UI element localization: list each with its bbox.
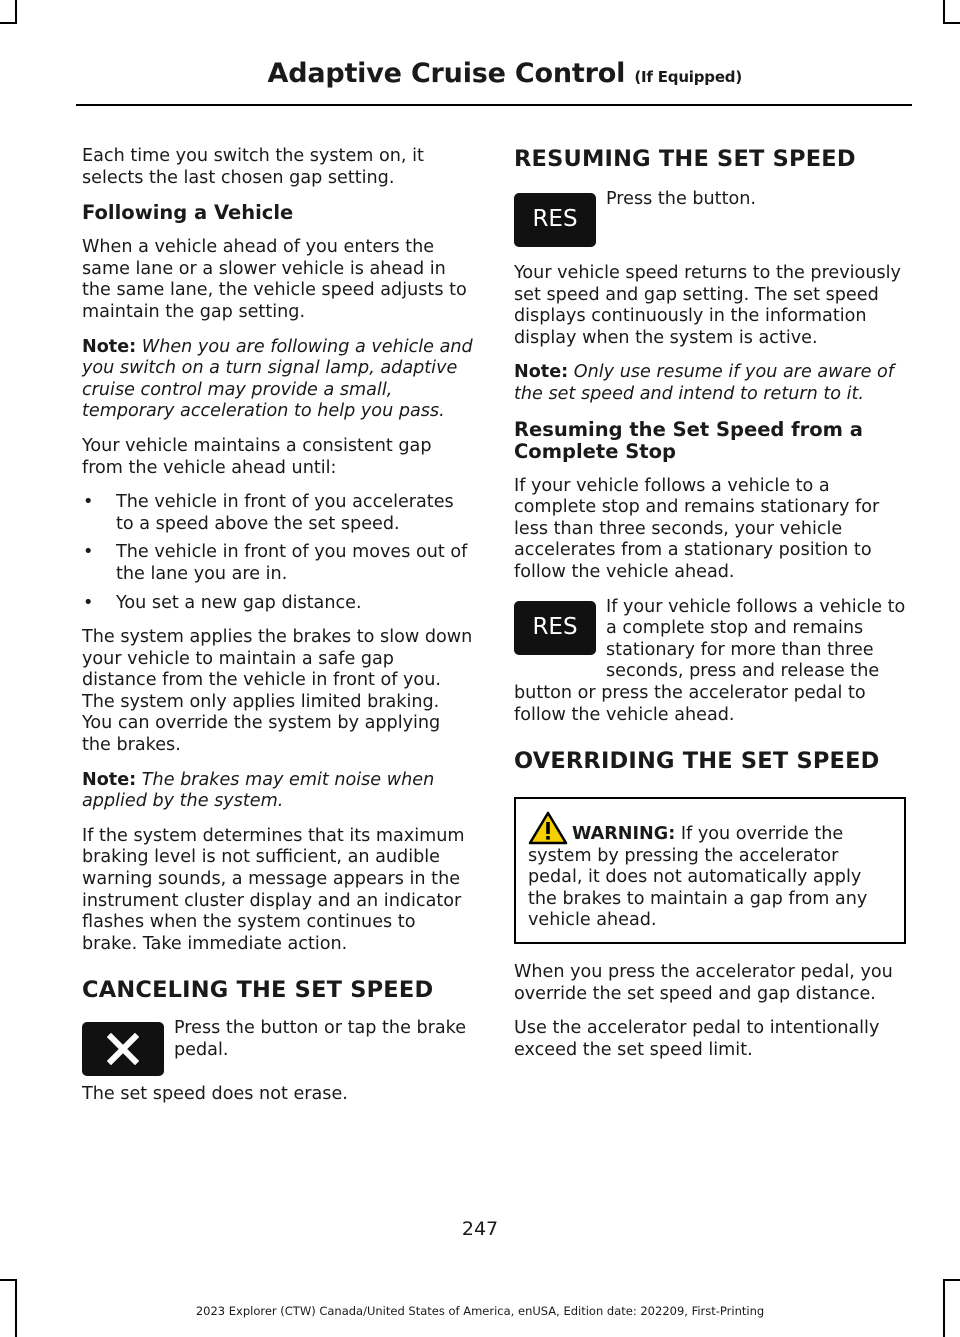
crop-mark [943, 22, 960, 24]
page-header-title [268, 58, 743, 89]
note-label: Note: [82, 769, 137, 790]
section-heading-resuming: RESUMING THE SET SPEED [514, 146, 856, 172]
header-title-text: Adaptive Cruise Control [267, 58, 626, 89]
section-heading-canceling: CANCELING THE SET SPEED [82, 977, 434, 1004]
paragraph: If your vehicle follows a vehicle to a complete stop and remains stationary for more than three seconds, press and release the button or press the accelerator pedal to follow the vehicle ahead. [514, 596, 906, 725]
crop-mark [943, 0, 945, 24]
warning-triangle-icon [528, 811, 568, 845]
left-column [82, 146, 474, 1119]
paragraph: When you press the accelerator pedal, you override the set speed and gap distance. [514, 962, 893, 1004]
cancel-x-icon [82, 1022, 164, 1076]
note-text: When you are following a vehicle and you switch on a turn signal lamp, adaptive cruise control may provide a small, temporary acceleration to help you pass. [82, 336, 473, 422]
res-button-icon: RES [514, 601, 596, 655]
paragraph: If your vehicle follows a vehicle to a complete stop and remains stationary for less than three seconds, your vehicle accelerates from a stationary position to follow the vehicle ahead. [514, 475, 880, 582]
crop-mark [943, 1279, 960, 1281]
note [82, 337, 474, 423]
paragraph: The system applies the brakes to slow down your vehicle to maintain a safe gap distance from the vehicle in front of you. The system only applies limited braking. You can override the system by applying the brakes. [82, 627, 473, 756]
right-column [514, 146, 906, 1074]
note-label: Note: [82, 336, 137, 357]
note-text: Only use resume if you are aware of the set speed and intend to return to it. [514, 362, 894, 404]
paragraph: Each time you switch the system on, it selects the last chosen gap setting. [82, 146, 424, 188]
warning-box [514, 797, 906, 944]
res-button-icon: RES [514, 193, 596, 247]
paragraph: Use the accelerator pedal to intentionally exceed the set speed limit. [514, 1018, 880, 1060]
crop-mark [15, 0, 17, 24]
paragraph: Press the button. [606, 189, 756, 209]
bullet-list [82, 492, 474, 614]
list-item: • The vehicle in front of you moves out of the lane you are in. [82, 542, 474, 585]
crop-mark [0, 22, 17, 24]
note [82, 770, 474, 813]
paragraph: The set speed does not erase. [82, 1084, 348, 1105]
page-number: 247 [461, 1218, 499, 1240]
paragraph: Your vehicle maintains a consistent gap from the vehicle ahead until: [82, 435, 432, 478]
section-heading-overriding: OVERRIDING THE SET SPEED [514, 748, 880, 775]
crop-mark [0, 1279, 17, 1281]
note-label: Note: [514, 362, 569, 383]
note-text: The brakes may emit noise when applied by the system. [82, 769, 435, 812]
list-item: • You set a new gap distance. [82, 593, 474, 615]
header-title-suffix: (If Equipped) [634, 68, 742, 86]
section-heading-following: Following a Vehicle [82, 201, 294, 225]
paragraph: If the system determines that its maximum braking level is not sufficient, an audible warning sounds, a message appears in the instrument cluster display and an indicator flashes when the system continues to brake. Take immediate action. [82, 825, 465, 954]
header-divider [76, 104, 912, 106]
warning-text: If you override the system by pressing the accelerator pedal, it does not automatically apply the brakes to maintain a gap from any vehicle ahead. [528, 824, 868, 931]
paragraph: Your vehicle speed returns to the previously set speed and gap setting. The set speed displays continuously in the information display when the system is active. [514, 263, 901, 348]
paragraph: Press the button or tap the brake pedal. [174, 1018, 467, 1060]
note [514, 362, 906, 405]
footer-edition-info: 2023 Explorer (CTW) Canada/United States of America, enUSA, Edition date: 202209, First-Printing [195, 1304, 765, 1318]
section-heading-resuming-stop: Resuming the Set Speed from a Complete Stop [514, 417, 863, 463]
paragraph: When a vehicle ahead of you enters the same lane or a slower vehicle is ahead in the same lane, the vehicle speed adjusts to maintain the gap setting. [82, 237, 467, 322]
list-item: • The vehicle in front of you accelerates to a speed above the set speed. [82, 492, 474, 535]
warning-label: WARNING: [572, 824, 676, 845]
